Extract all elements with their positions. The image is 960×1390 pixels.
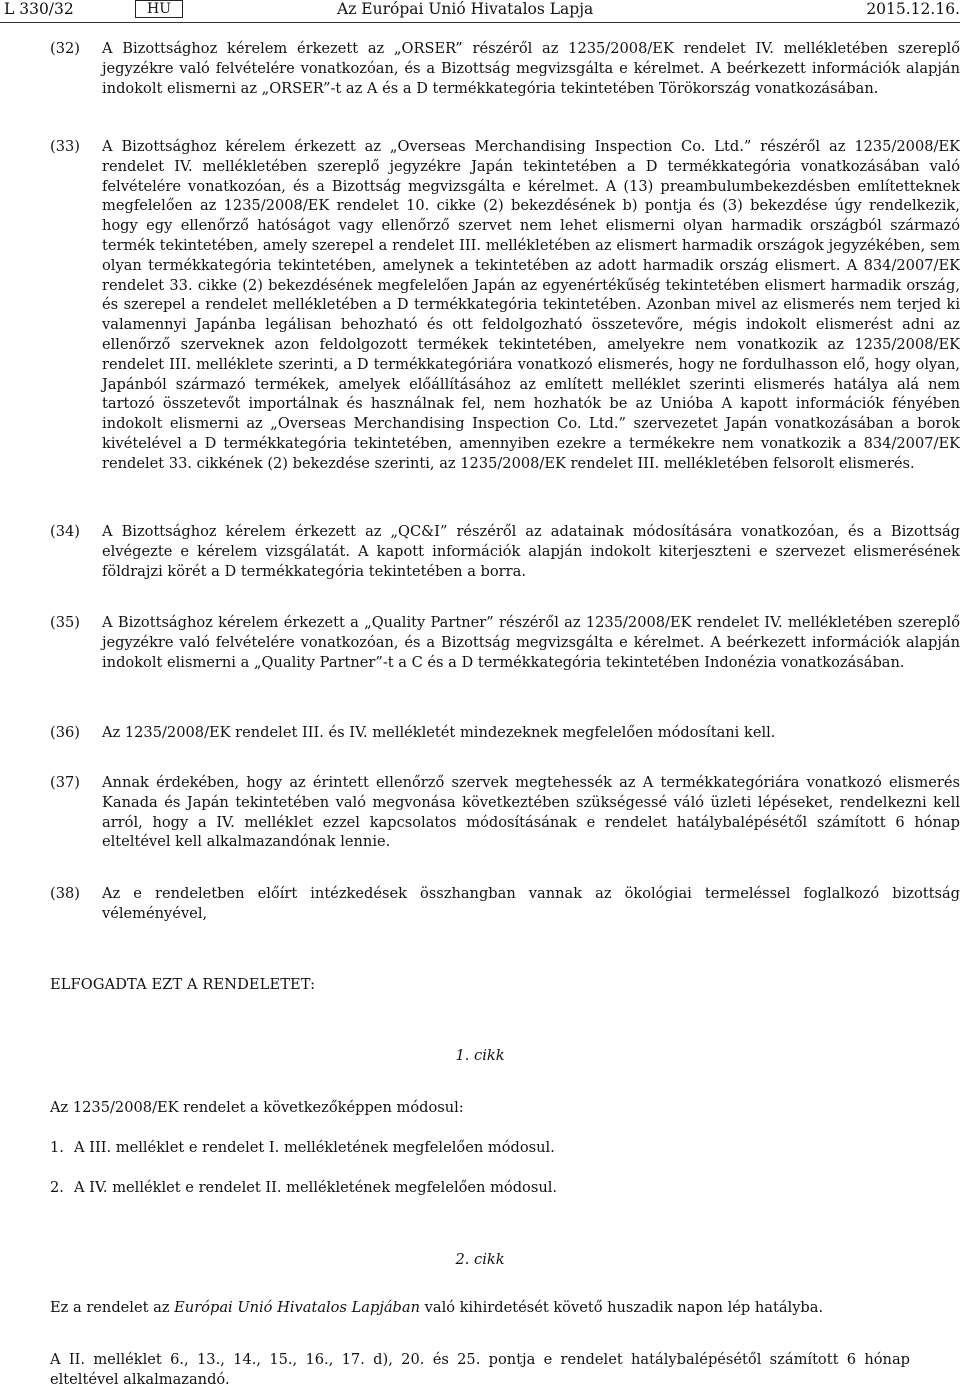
page-header <box>4 0 960 18</box>
language-box: HU <box>135 0 183 18</box>
recital-text: A Bizottsághoz kérelem érkezett a „Quality Partner” részéről az 1235/2008/EK rendelet IV. mellékletében szereplő jegyzékre való felvételére vonatkozóan, és a Bizottság megvizsgálta e kérelmet. A beérkezett információk alapján indokolt elismerni a „Quality Partner”-t a C és a D termékkategória tekintetében Indonézia vonatkozásában. <box>102 614 960 671</box>
adoption-formula: ELFOGADTA EZT A RENDELETET: <box>50 976 316 993</box>
article-2-heading: 2. cikk <box>455 1251 505 1268</box>
recital-text: Az 1235/2008/EK rendelet III. és IV. mellékletét mindezeknek megfelelően módosítani kell. <box>102 724 776 741</box>
recital-number: (34) <box>50 523 80 540</box>
recital-number: (36) <box>50 724 80 741</box>
journal-title: Az Európai Unió Hivatalos Lapja <box>337 0 594 18</box>
recital-text: Annak érdekében, hogy az érintett ellenőrző szervek megtehessék az A termékkategóriára vonatkozó elismerés Kanada és Japán tekintetében való megvonása következtében szükségessé váló üzleti lépéseket, rendelkezni kell arról, hogy a IV. melléklet ezzel kapcsolatos módosításának e rendelet hatálybalépésétől számított 6 hónap elteltével kell alkalmazandónak lennie. <box>102 774 960 851</box>
journal-name-italic: Európai Unió Hivatalos Lapjában <box>174 1299 420 1316</box>
item-number: 2. <box>50 1179 64 1196</box>
recital-number: (33) <box>50 138 80 155</box>
article-1-item <box>50 1178 557 1198</box>
article-1-item <box>50 1138 555 1158</box>
recital-text: A Bizottsághoz kérelem érkezett az „ORSER” részéről az 1235/2008/EK rendelet IV. mellékletében szereplő jegyzékre való felvételére vonatkozóan, és a Bizottság megvizsgálta e kérelmet. A beérkezett információk alapján indokolt elismerni az „ORSER”-t az A és a D termékkategória tekintetében Törökország vonatkozásában. <box>102 40 960 97</box>
article-2-paragraph-2: A II. melléklet 6., 13., 14., 15., 16., 17. d), 20. és 25. pontja e rendelet hatálybalépésétől számított 6 hónap elteltével alkalmazandó. <box>50 1351 910 1388</box>
publication-date: 2015.12.16. <box>866 0 960 18</box>
recital-text: A Bizottsághoz kérelem érkezett az „QC&I” részéről az adatainak módosítására vonatkozóan, és a Bizottság elvégezte e kérelem vizsgálatát. A kapott információk alapján indokolt kiterjeszteni e szervezet elismerésének földrajzi körét a D termékkategória tekintetében a borra. <box>102 523 960 580</box>
item-number: 1. <box>50 1139 64 1156</box>
recital-number: (35) <box>50 614 80 631</box>
page-reference: L 330/32 <box>4 0 74 18</box>
article-2-paragraph-1 <box>50 1298 910 1318</box>
recital-text: Az e rendeletben előírt intézkedések összhangban vannak az ökológiai termeléssel foglalkozó bizottság véleményével, <box>102 885 960 922</box>
para-text-end: való kihirdetését követő huszadik napon lép hatályba. <box>420 1299 824 1316</box>
recital-number: (37) <box>50 774 80 791</box>
article-1-heading: 1. cikk <box>455 1047 505 1064</box>
item-text: A IV. melléklet e rendelet II. mellékletének megfelelően módosul. <box>74 1179 558 1196</box>
para-text-start: Ez a rendelet az <box>50 1299 175 1316</box>
recital-text: A Bizottsághoz kérelem érkezett az „Overseas Merchandising Inspection Co. Ltd.” részéről az 1235/2008/EK rendelet IV. mellékletében szereplő jegyzékre Japán tekintetében a D termékkategória vonatkozásában való felvételére vonatkozóan, és a Bizottság megvizsgálta e kérelmet. A (13) preambulumbekezdésben említetteknek megfelelően az 1235/2008/EK rendelet 10. cikke (2) bekezdésének b) pontja és (3) bekezdése úgy rendelkezik, hogy egy ellenőrző hatóságot vagy ellenőrző szervet nem lehet elismerni olyan harmadik országból származó termék tekintetében, amely szerepel a rendelet III. mellékletében az elismert harmadik országok jegyzékében, sem olyan termékkategória tekintetében, amelynek a tekintetében az adott harmadik ország elismert. A 834/2007/EK rendelet 33. cikke (2) bekezdésének megfelelően Japán az egyenértékűség tekintetében elismert harmadik ország, és szerepel a rendelet mellékletében a D termékkategória tekintetében. Azonban mivel az elismerés nem terjed ki valamennyi Japánba legálisan behozható és ott feldolgozható összetevőre, mégis indokolt elismerést adni az ellenőrző szerveknek azon feldolgozott termékek tekintetében, amelyekre nem vonatkozik az 1235/2008/EK rendelet III. melléklete szerinti, a D termékkategóriára vonatkozó elismerés, hogy ne fordulhasson elő, hogy olyan, Japánból származó termékek, amelyek előállításához az említett melléklet szerinti elismerés hatálya alá nem tartozó összetevőt importálnak és használnak fel, nem hozhatók be az Unióba A kapott információk fényében indokolt elismerni az „Overseas Merchandising Inspection Co. Ltd.” szervezetet Japán vonatkozásában a borok kivételével a D termékkategória tekintetében, amennyiben ezekre a termékekre nem vonatkozik a 834/2007/EK rendelet 33. cikkének (2) bekezdése szerinti, az 1235/2008/EK rendelet III. mellékletében felsorolt elismerés. <box>102 138 960 472</box>
item-text: A III. melléklet e rendelet I. mellékletének megfelelően módosul. <box>74 1139 555 1156</box>
recital-number: (38) <box>50 885 80 902</box>
header-rule <box>0 22 960 23</box>
recital-number: (32) <box>50 40 80 57</box>
article-1-intro: Az 1235/2008/EK rendelet a következőképpen módosul: <box>50 1099 464 1116</box>
